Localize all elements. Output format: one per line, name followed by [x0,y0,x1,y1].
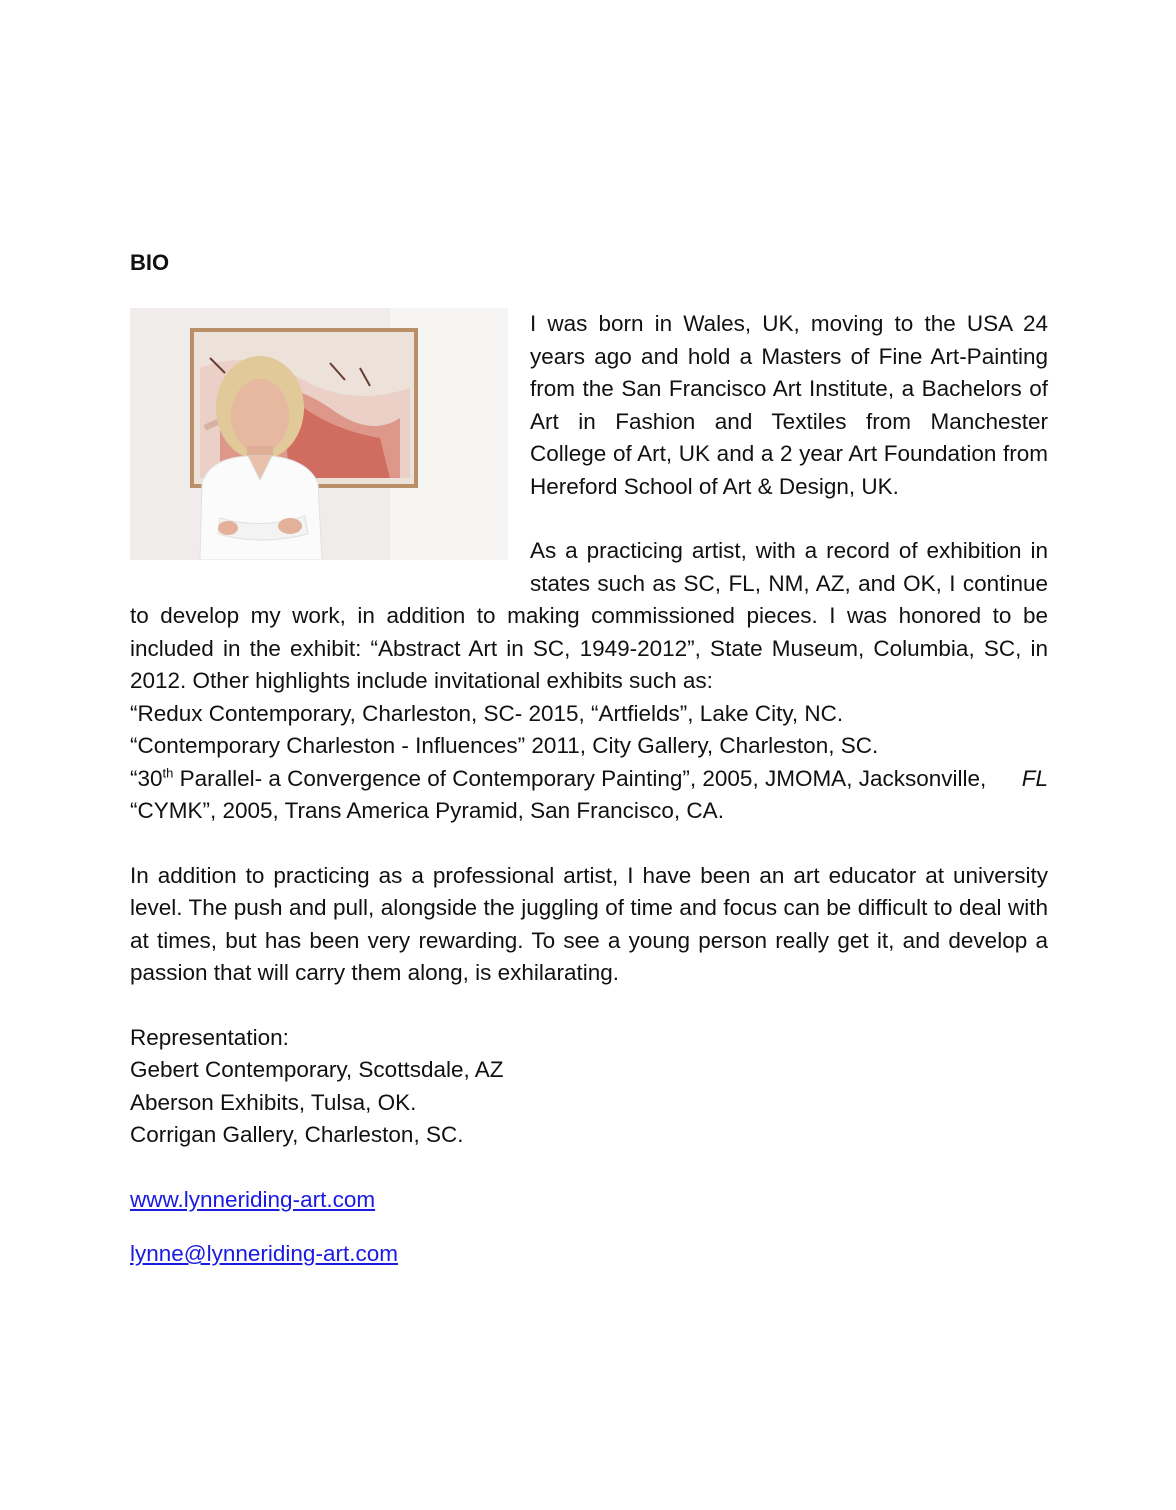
bio-heading: BIO [130,250,170,275]
email-link[interactable]: lynne@lynneriding-art.com [130,1241,398,1266]
bio-paragraph-practice: As a practicing artist, with a record of exhibition in states such as SC, FL, NM, AZ, and OK, I continue to develop my work, in addition to making commissioned pieces. I was honored to be included in the exhibit: “Abstract Art in SC, 1949-2012”, State Museum, Columbia, SC, in 2012. Other highlights include invitational exhibits such as: [130,538,1048,693]
bio-paragraph-teaching: In addition to practicing as a professional artist, I have been an art educator at university level. The push and pull, alongside the juggling of time and focus can be difficult to deal with at times, but has been very rewarding. To see a young person really get it, and develop a passion that will carry them along, is exhilarating. [130,862,1048,985]
representation-section [130,1022,1048,1152]
gallery-item: Corrigan Gallery, Charleston, SC. [130,1122,464,1147]
exhibit-line: “CYMK”, 2005, Trans America Pyramid, San Francisco, CA. [130,798,724,823]
exhibit-line: “Contemporary Charleston - Influences” 2011, City Gallery, Charleston, SC. [130,733,879,758]
gallery-item: Aberson Exhibits, Tulsa, OK. [130,1089,417,1115]
exhibit-list [130,698,1048,828]
website-link[interactable]: www.lynneriding-art.com [130,1186,376,1212]
exhibit-line: “30th Parallel- a Convergence of Contemporary Painting”, 2005, JMOMA, Jacksonville, FL [130,765,1048,791]
bio-paragraph-education: I was born in Wales, UK, moving to the USA 24 years ago and hold a Masters of Fine Art-Painting from the San Francisco Art Institute, a Bachelors of Art in Fashion and Textiles from Manchester College of Art, UK and a 2 year Art Foundation from Hereford School of Art & Design, UK. [530,311,1048,499]
bio-page [130,248,1048,1293]
portrait-image [130,308,508,560]
exhibit-line: “Redux Contemporary, Charleston, SC- 2015, “Artfields”, Lake City, NC. [130,700,844,726]
gallery-item: Gebert Contemporary, Scottsdale, AZ [130,1057,504,1082]
artist-portrait [130,308,508,560]
representation-title: Representation: [130,1024,289,1050]
